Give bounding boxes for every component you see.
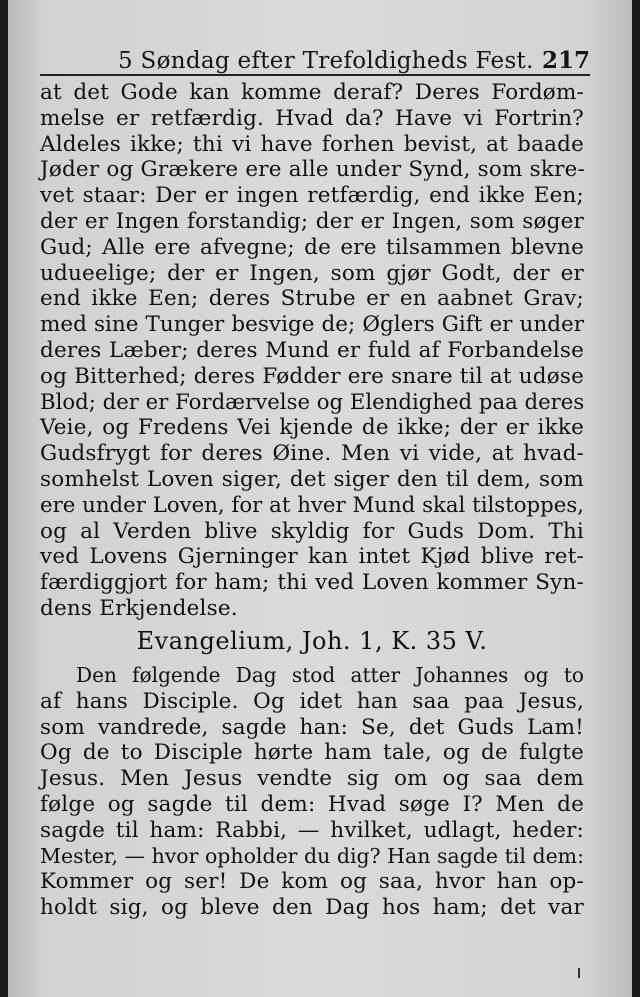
text-line: med sine Tunger besvige de; Øglers Gift er under	[40, 312, 584, 338]
gospel-heading: Evangelium, Joh. 1, K. 35 V.	[136, 627, 488, 655]
epistle-text	[40, 80, 584, 622]
page-number: 217	[541, 47, 590, 74]
text-line: følge og sagde til dem: Hvad søge I? Men de	[40, 791, 584, 817]
text-line: Veie, og Fredens Vei kjende de ikke; der er ikke	[40, 415, 584, 441]
text-line: ere under Loven, for at hver Mund skal tilstoppes,	[40, 492, 584, 518]
text-line: Kommer og ser! De kom og saa, hvor han op-	[40, 869, 584, 895]
text-line: Jesus. Men Jesus vendte sig om og saa dem	[40, 766, 584, 792]
gospel-text	[40, 663, 584, 921]
text-line: som vandrede, sagde han: Se, det Guds Lam!	[40, 714, 584, 740]
text-line: Blod; der er Fordærvelse og Elendighed paa deres	[40, 389, 585, 415]
text-line: Aldeles ikke; thi vi have forhen bevist, at baade	[40, 131, 584, 157]
text-line: Mester, — hvor opholder du dig? Han sagde til dem:	[40, 843, 584, 868]
text-line: udueelige; der er Ingen, som gjør Godt, der er	[40, 260, 584, 286]
text-line: at det Gode kan komme deraf? Deres Fordøm-	[40, 80, 584, 105]
running-title: 5 Søndag efter Trefoldigheds Fest.	[118, 48, 534, 74]
page-header	[40, 40, 590, 76]
text-line: af hans Disciple. Og idet han saa paa Jesus,	[40, 688, 584, 714]
text-line: deres Læber; deres Mund er fuld af Forbandelse	[40, 337, 584, 363]
text-line: og al Verden blive skyldig for Guds Dom. Thi	[40, 518, 584, 544]
text-line: der er Ingen forstandig; der er Ingen, som søger	[40, 208, 584, 234]
print-mark	[578, 968, 580, 978]
text-line: ved Lovens Gjerninger kan intet Kjød blive ret-	[40, 544, 584, 570]
text-line: Gud; Alle ere afvegne; de ere tilsammen blevne	[40, 234, 584, 260]
text-line: melse er retfærdig. Hvad da? Have vi Fortrin?	[40, 105, 584, 131]
text-line: end ikke Een; deres Strube er en aabnet Grav;	[40, 286, 584, 312]
text-line: Gudsfrygt for deres Øine. Men vi vide, at hvad-	[40, 441, 584, 467]
text-line: sagde til ham: Rabbi, — hvilket, udlagt, heder:	[40, 817, 584, 843]
text-line: Jøder og Grækere ere alle under Synd, som skre-	[40, 157, 586, 183]
text-line: og Bitterhed; deres Fødder ere snare til at udøse	[40, 363, 585, 389]
text-line: færdiggjort for ham; thi ved Loven kommer Syn-	[40, 570, 584, 596]
text-line: somhelst Loven siger, det siger den til dem, som	[40, 466, 584, 492]
text-line: vet staar: Der er ingen retfærdig, end ikke Een;	[40, 183, 584, 209]
text-line: holdt sig, og bleve den Dag hos ham; det var	[40, 895, 584, 921]
text-line: Og de to Disciple hørte ham tale, og de fulgte	[40, 740, 584, 766]
text-line: Den følgende Dag stod atter Johannes og to	[76, 663, 584, 687]
text-line: dens Erkjendelse.	[40, 595, 238, 621]
book-page	[8, 0, 632, 997]
